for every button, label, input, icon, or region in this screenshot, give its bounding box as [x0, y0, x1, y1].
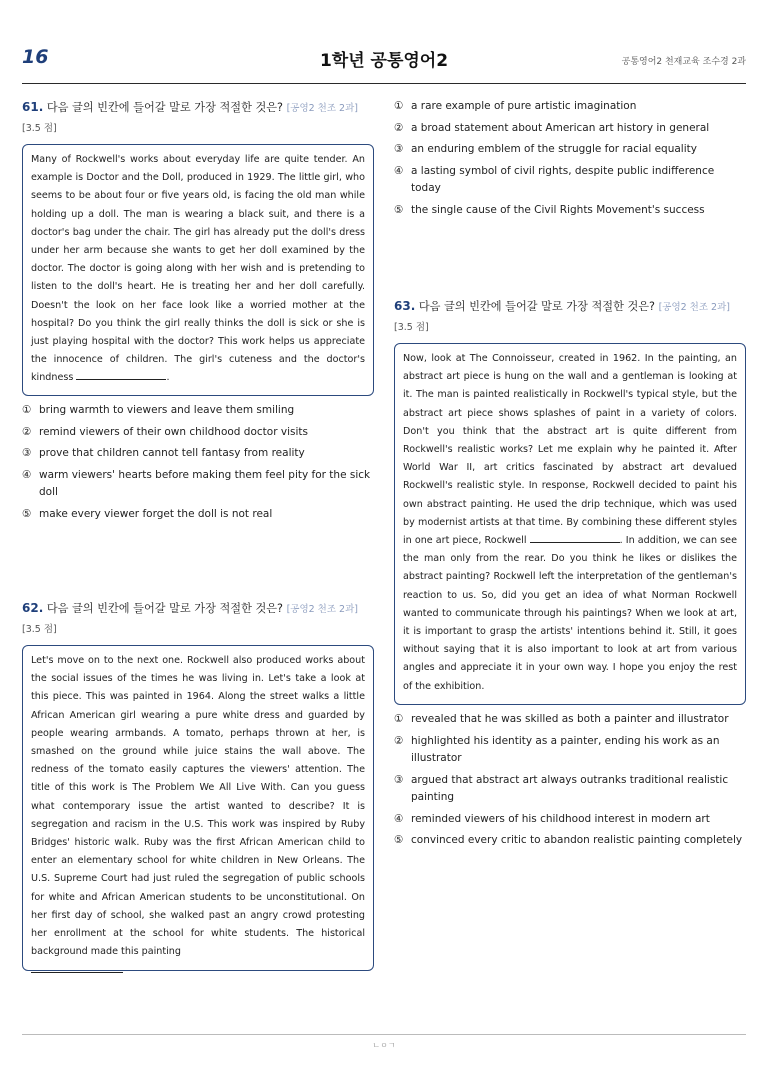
choice-text: remind viewers of their own childhood doctor visits: [39, 425, 308, 438]
choice-mark: ④: [394, 164, 404, 177]
page-number: 16: [22, 46, 49, 68]
question-61: [22, 98, 374, 523]
question-source: [공영2 천조 2과]: [286, 604, 358, 615]
choice-list-q62: [394, 98, 746, 219]
answer-blank: [530, 533, 620, 543]
question-number: 62.: [22, 601, 44, 615]
spacer: [22, 527, 374, 599]
choice-text: prove that children cannot tell fantasy from reality: [39, 447, 305, 459]
footer-divider: [22, 1034, 746, 1035]
answer-blank: [31, 965, 123, 973]
choice-1[interactable]: [394, 98, 746, 116]
choice-mark: ⑤: [394, 834, 404, 846]
choice-3[interactable]: [394, 772, 746, 807]
page-subtitle: 공통영어2 천재교육 조수경 2과: [621, 57, 746, 67]
question-points: [3.5 점]: [22, 624, 57, 635]
choice-2[interactable]: [394, 733, 746, 768]
right-column: [394, 98, 746, 854]
choice-mark: ⑤: [22, 507, 32, 520]
choice-4[interactable]: [394, 811, 746, 829]
spacer: [394, 223, 746, 297]
question-number: 61.: [22, 100, 44, 114]
choice-2[interactable]: [22, 424, 374, 442]
choice-5[interactable]: [394, 202, 746, 220]
choice-list: [394, 711, 746, 850]
question-63-header: [394, 297, 746, 337]
choice-text: highlighted his identity as a painter, ending his work as an illustrator: [411, 734, 720, 764]
choice-3[interactable]: [22, 445, 374, 463]
passage-text-end: . In addition, we can see the man only from the rear. Do you think he likes or dislikes the abstract painting? Rockwell left the interpretation of the gentleman's reaction to us. So, did you get an idea of what Norman Rockwell wanted to communicate through his paintings? When we look at art, it is important to grasp the artists' intentions behind it. Still, it goes without saying that it is also important to look at art from various angles and appreciate it in your own way. I hope you enjoy the rest of the exhibition.: [403, 535, 737, 692]
choice-mark: ③: [22, 447, 32, 459]
choice-mark: ①: [394, 713, 404, 725]
choice-2[interactable]: [394, 120, 746, 138]
choice-4[interactable]: [22, 467, 374, 502]
passage-text: Let's move on to the next one. Rockwell also produced works about the social issues of the times he was living in. Let's take a look at this piece. This was painted in 1964. Along the street walks a little African American girl wearing a pure white dress and guarded by people wearing armbands. A tomato, perhaps thrown at her, is smashed on the ground while juice stains the wall above. The redness of the tomato easily captures the viewers' attention. The title of this work is The Problem We All Live With. Can you guess what contemporary issue the artist wanted to describe? It is segregation and racism in the U.S. This work was inspired by Ruby Bridges' historic walk. Ruby was the first African American child to enter an elementary school for white children in New Orleans. The U.S. Supreme Court had just ruled the segregation of public schools for white and African American students to be unconstitutional. On her first day of school, she walked past an angry crowd protesting her enrollment at the school for white students. The historical background made this painting: [31, 655, 365, 958]
choice-4[interactable]: [394, 163, 746, 198]
choice-3[interactable]: [394, 141, 746, 159]
question-number: 63.: [394, 299, 416, 313]
question-source: [공영2 천조 2과]: [658, 302, 730, 313]
footer-mark: ㄴㅇㄱ: [372, 1041, 396, 1050]
question-prompt: 다음 글의 빈칸에 들어갈 말로 가장 적절한 것은?: [418, 300, 655, 313]
choice-text: bring warmth to viewers and leave them smiling: [39, 404, 295, 416]
left-column: [22, 98, 374, 971]
page-title: 1학년 공통영어2: [319, 51, 449, 71]
choice-mark: ①: [394, 100, 404, 112]
question-61-header: [22, 98, 374, 138]
choice-text: convinced every critic to abandon realistic painting completely: [411, 834, 743, 846]
choice-mark: ①: [22, 404, 32, 416]
choice-list: [22, 402, 374, 523]
passage-text: Now, look at The Connoisseur, created in 1962. In the painting, an abstract art piece is hung on the wall and a gentleman is looking at it. The man is painted realistically in Rockwell's typical style, but the abstract art piece shows splashes of paint in a variety of colors. Don't you think that the abstract art is quite different from Rockwell's realistic works? Let me explain why he painted it. After World War II, art critics fascinated by abstract art devalued Rockwell's realistic style. In response, Rockwell decided to paint his own abstract painting. He used the drip technique, which was used by modernist artists at that time. By combining these different styles in one art piece, Rockwell: [403, 353, 737, 547]
choice-1[interactable]: [22, 402, 374, 420]
passage-text-end: .: [166, 372, 170, 384]
answer-blank: [76, 370, 166, 380]
choice-mark: ④: [394, 812, 404, 825]
question-points: [3.5 점]: [394, 322, 429, 333]
choice-mark: ③: [394, 143, 404, 155]
choice-1[interactable]: [394, 711, 746, 729]
question-62: [22, 599, 374, 971]
question-63: [394, 297, 746, 850]
choice-text: reminded viewers of his childhood interest in modern art: [411, 812, 710, 825]
choice-text: warm viewers' hearts before making them feel pity for the sick doll: [39, 468, 371, 498]
choice-mark: ⑤: [394, 203, 404, 216]
passage-box: [22, 144, 374, 396]
question-source: [공영2 천조 2과]: [286, 103, 358, 114]
passage-box: [22, 645, 374, 971]
choice-5[interactable]: [394, 832, 746, 850]
choice-text: a rare example of pure artistic imagination: [411, 100, 637, 112]
choice-text: the single cause of the Civil Rights Movement's success: [411, 203, 705, 216]
choice-text: argued that abstract art always outranks traditional realistic painting: [411, 773, 729, 803]
choice-mark: ④: [22, 468, 32, 481]
choice-text: a lasting symbol of civil rights, despite public indifference today: [411, 164, 715, 194]
choice-text: make every viewer forget the doll is not real: [39, 507, 273, 520]
choice-mark: ②: [22, 425, 32, 438]
question-points: [3.5 점]: [22, 123, 57, 134]
choice-mark: ③: [394, 773, 404, 786]
choice-text: a broad statement about American art history in general: [411, 121, 710, 134]
choice-mark: ②: [394, 734, 404, 747]
choice-5[interactable]: [22, 506, 374, 524]
question-62-header: [22, 599, 374, 639]
choice-text: an enduring emblem of the struggle for racial equality: [411, 143, 697, 155]
question-prompt: 다음 글의 빈칸에 들어갈 말로 가장 적절한 것은?: [46, 101, 283, 114]
page-header: [22, 38, 746, 84]
choice-mark: ②: [394, 121, 404, 134]
choice-text: revealed that he was skilled as both a painter and illustrator: [411, 713, 729, 725]
passage-text: Many of Rockwell's works about everyday life are quite tender. An example is Doctor and the Doll, produced in 1929. The little girl, who seems to be about four or five years old, is facing the old man while holding up a doll. The man is wearing a black suit, and there is a doctor's bag under the chair. The girl has already put the doll's dress under her arm because she wants to get her doll examined by the doctor. The doctor is going along with her wish and is pretending to listen to the doll's heart. He is treating her and her doll carefully. Doesn't the look on her face look like a worried mother at the hospital? Do you think the girl really thinks the doll is sick or she is just playing hospital with the doctor? This work helps us appreciate the innocence of children. The girl's cuteness and the doctor's kindness: [31, 154, 365, 384]
question-prompt: 다음 글의 빈칸에 들어갈 말로 가장 적절한 것은?: [46, 602, 283, 615]
passage-box: [394, 343, 746, 705]
